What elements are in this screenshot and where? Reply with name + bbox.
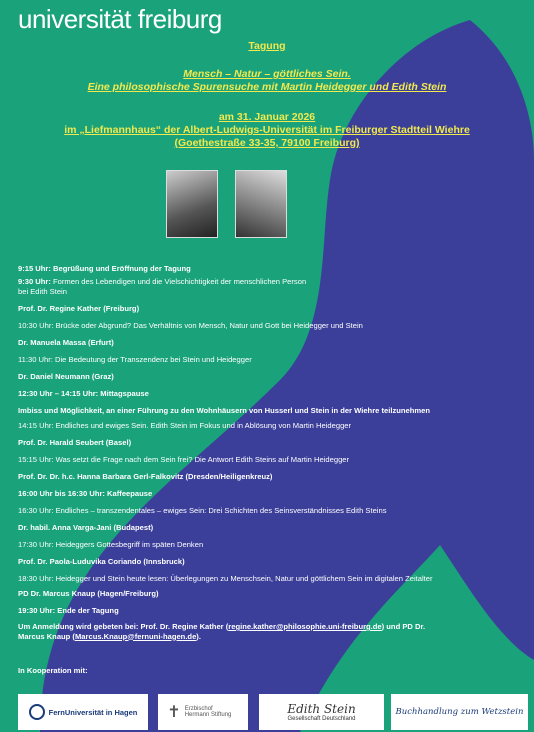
program-item — [18, 472, 528, 482]
program-item — [18, 589, 528, 599]
portrait-stein-image — [235, 170, 287, 238]
program-item — [18, 540, 528, 550]
event-date: am 31. Januar 2026 — [218, 111, 316, 123]
program-item-text: 17:30 Uhr: Heideggers Gottesbegriff im späten Denken — [18, 540, 204, 549]
event-type: Tagung — [248, 40, 286, 52]
email-link-kather[interactable]: regine.kather@philosophie.uni-freiburg.de — [228, 622, 382, 631]
portrait-heidegger-image — [166, 170, 218, 238]
program-item-text: Prof. Dr. Dr. h.c. Hanna Barbara Gerl-Falkovitz (Dresden/Heiligenkreuz) — [18, 472, 273, 481]
event-address: (Goethestraße 33-35, 79100 Freiburg) — [174, 137, 360, 149]
program-item-text: 16:30 Uhr: Endliches – transzendentales – ewiges Sein: Drei Schichten des Seinsverständnisses Edith Steins — [18, 506, 387, 515]
program-item — [18, 506, 528, 516]
program-item — [18, 321, 528, 331]
program-item-text: Prof. Dr. Paola-Luduvika Coriando (Innsbruck) — [18, 557, 185, 566]
partner-edith-stein-gesellschaft[interactable]: Edith Stein Gesellschaft Deutschland — [259, 694, 384, 730]
program-item — [18, 338, 528, 348]
program-item — [18, 489, 528, 499]
program-item-text: PD Dr. Marcus Knaup (Hagen/Freiburg) — [18, 589, 159, 598]
cooperation-label: In Kooperation mit: — [18, 666, 88, 675]
program-item-text: 11:30 Uhr: Die Bedeutung der Transzendenz bei Stein und Heidegger — [18, 355, 252, 364]
program-item-text: Imbiss und Möglichkeit, an einer Führung zu den Wohnhäusern von Husserl und Stein in der Wiehre teilzunehmen — [18, 406, 431, 415]
program-item — [18, 523, 528, 533]
program-item-text: Dr. Manuela Massa (Erfurt) — [18, 338, 114, 347]
program-item — [18, 389, 528, 399]
program-item-text: Dr. habil. Anna Varga-Jani (Budapest) — [18, 523, 154, 532]
partner-fernuni[interactable]: FernUniversität in Hagen — [18, 694, 148, 730]
program-item — [18, 372, 528, 382]
program-item-text: 12:30 Uhr – 14:15 Uhr: Mittagspause — [18, 389, 149, 398]
program-item — [18, 355, 528, 365]
program-item — [18, 438, 528, 448]
university-logo: universität freiburg — [18, 4, 222, 34]
program-item — [18, 304, 528, 314]
program-item-text: Dr. Daniel Neumann (Graz) — [18, 372, 114, 381]
script-logo-icon: Buchhandlung zum Wetzstein — [395, 707, 524, 717]
program-item — [18, 264, 528, 274]
program-item-text: Prof. Dr. Harald Seubert (Basel) — [18, 438, 132, 447]
program-item — [18, 406, 528, 416]
email-link-knaup[interactable]: Marcus.Knaup@fernuni-hagen.de — [74, 631, 197, 641]
program-item — [18, 455, 528, 465]
program-item-text: 16:00 Uhr bis 16:30 Uhr: Kaffeepause — [18, 489, 153, 498]
program-item-text: Prof. Dr. Regine Kather (Freiburg) — [18, 304, 140, 313]
partner-stiftung[interactable]: ✝ Erzbischof Hermann Stiftung — [158, 694, 248, 730]
program-item-text: 19:30 Uhr: Ende der Tagung — [18, 606, 119, 615]
fernuni-logo-icon — [29, 704, 45, 720]
title-line-2: Eine philosophische Spurensuche mit Martin Heidegger und Edith Stein — [87, 81, 447, 93]
program-item-text: 9:30 Uhr: Formen des Lebendigen und die Vielschichtigkeit der menschlichen Person — [18, 277, 307, 286]
program-item — [18, 606, 528, 616]
program-item — [18, 557, 528, 567]
signature-logo-icon: Edith Stein — [287, 702, 356, 716]
program-item-subtext: bei Edith Stein — [18, 286, 67, 296]
program-item-text: 18:30 Uhr: Heidegger und Stein heute lesen: Überlegungen zu Menschsein, Natur und göttlichem Sein im digitalen Zeitalter — [18, 574, 433, 583]
title-line-1: Mensch – Natur – göttliches Sein. — [183, 68, 351, 80]
program-item-text: 9:15 Uhr: Begrüßung und Eröffnung der Tagung — [18, 264, 191, 273]
registration-note: Um Anmeldung wird gebeten bei: Prof. Dr. Regine Kather (regine.kather@philosophie.uni-freiburg.de) und PD Dr. Marcus Knaup (Marcus.Knaup@fernuni-hagen.de). — [18, 622, 426, 641]
program-item — [18, 574, 528, 584]
program-item — [18, 277, 528, 296]
event-venue: im „Liefmannhaus“ der Albert-Ludwigs-Universität im Freiburger Stadtteil Wiehre — [64, 124, 470, 136]
program-item-text: 10:30 Uhr: Brücke oder Abgrund? Das Verhältnis von Mensch, Natur und Gott bei Heidegger und Stein — [18, 321, 363, 330]
partner-buchhandlung[interactable] — [391, 694, 528, 730]
program-item — [18, 421, 528, 431]
cross-logo-icon: ✝ — [167, 704, 181, 721]
program-item-text: 15:15 Uhr: Was setzt die Frage nach dem Sein frei? Die Antwort Edith Steins auf Martin Heidegger — [18, 455, 350, 464]
program-item-text: 14:15 Uhr: Endliches und ewiges Sein. Edith Stein im Fokus und in Ablösung von Martin Heidegger — [18, 421, 352, 430]
